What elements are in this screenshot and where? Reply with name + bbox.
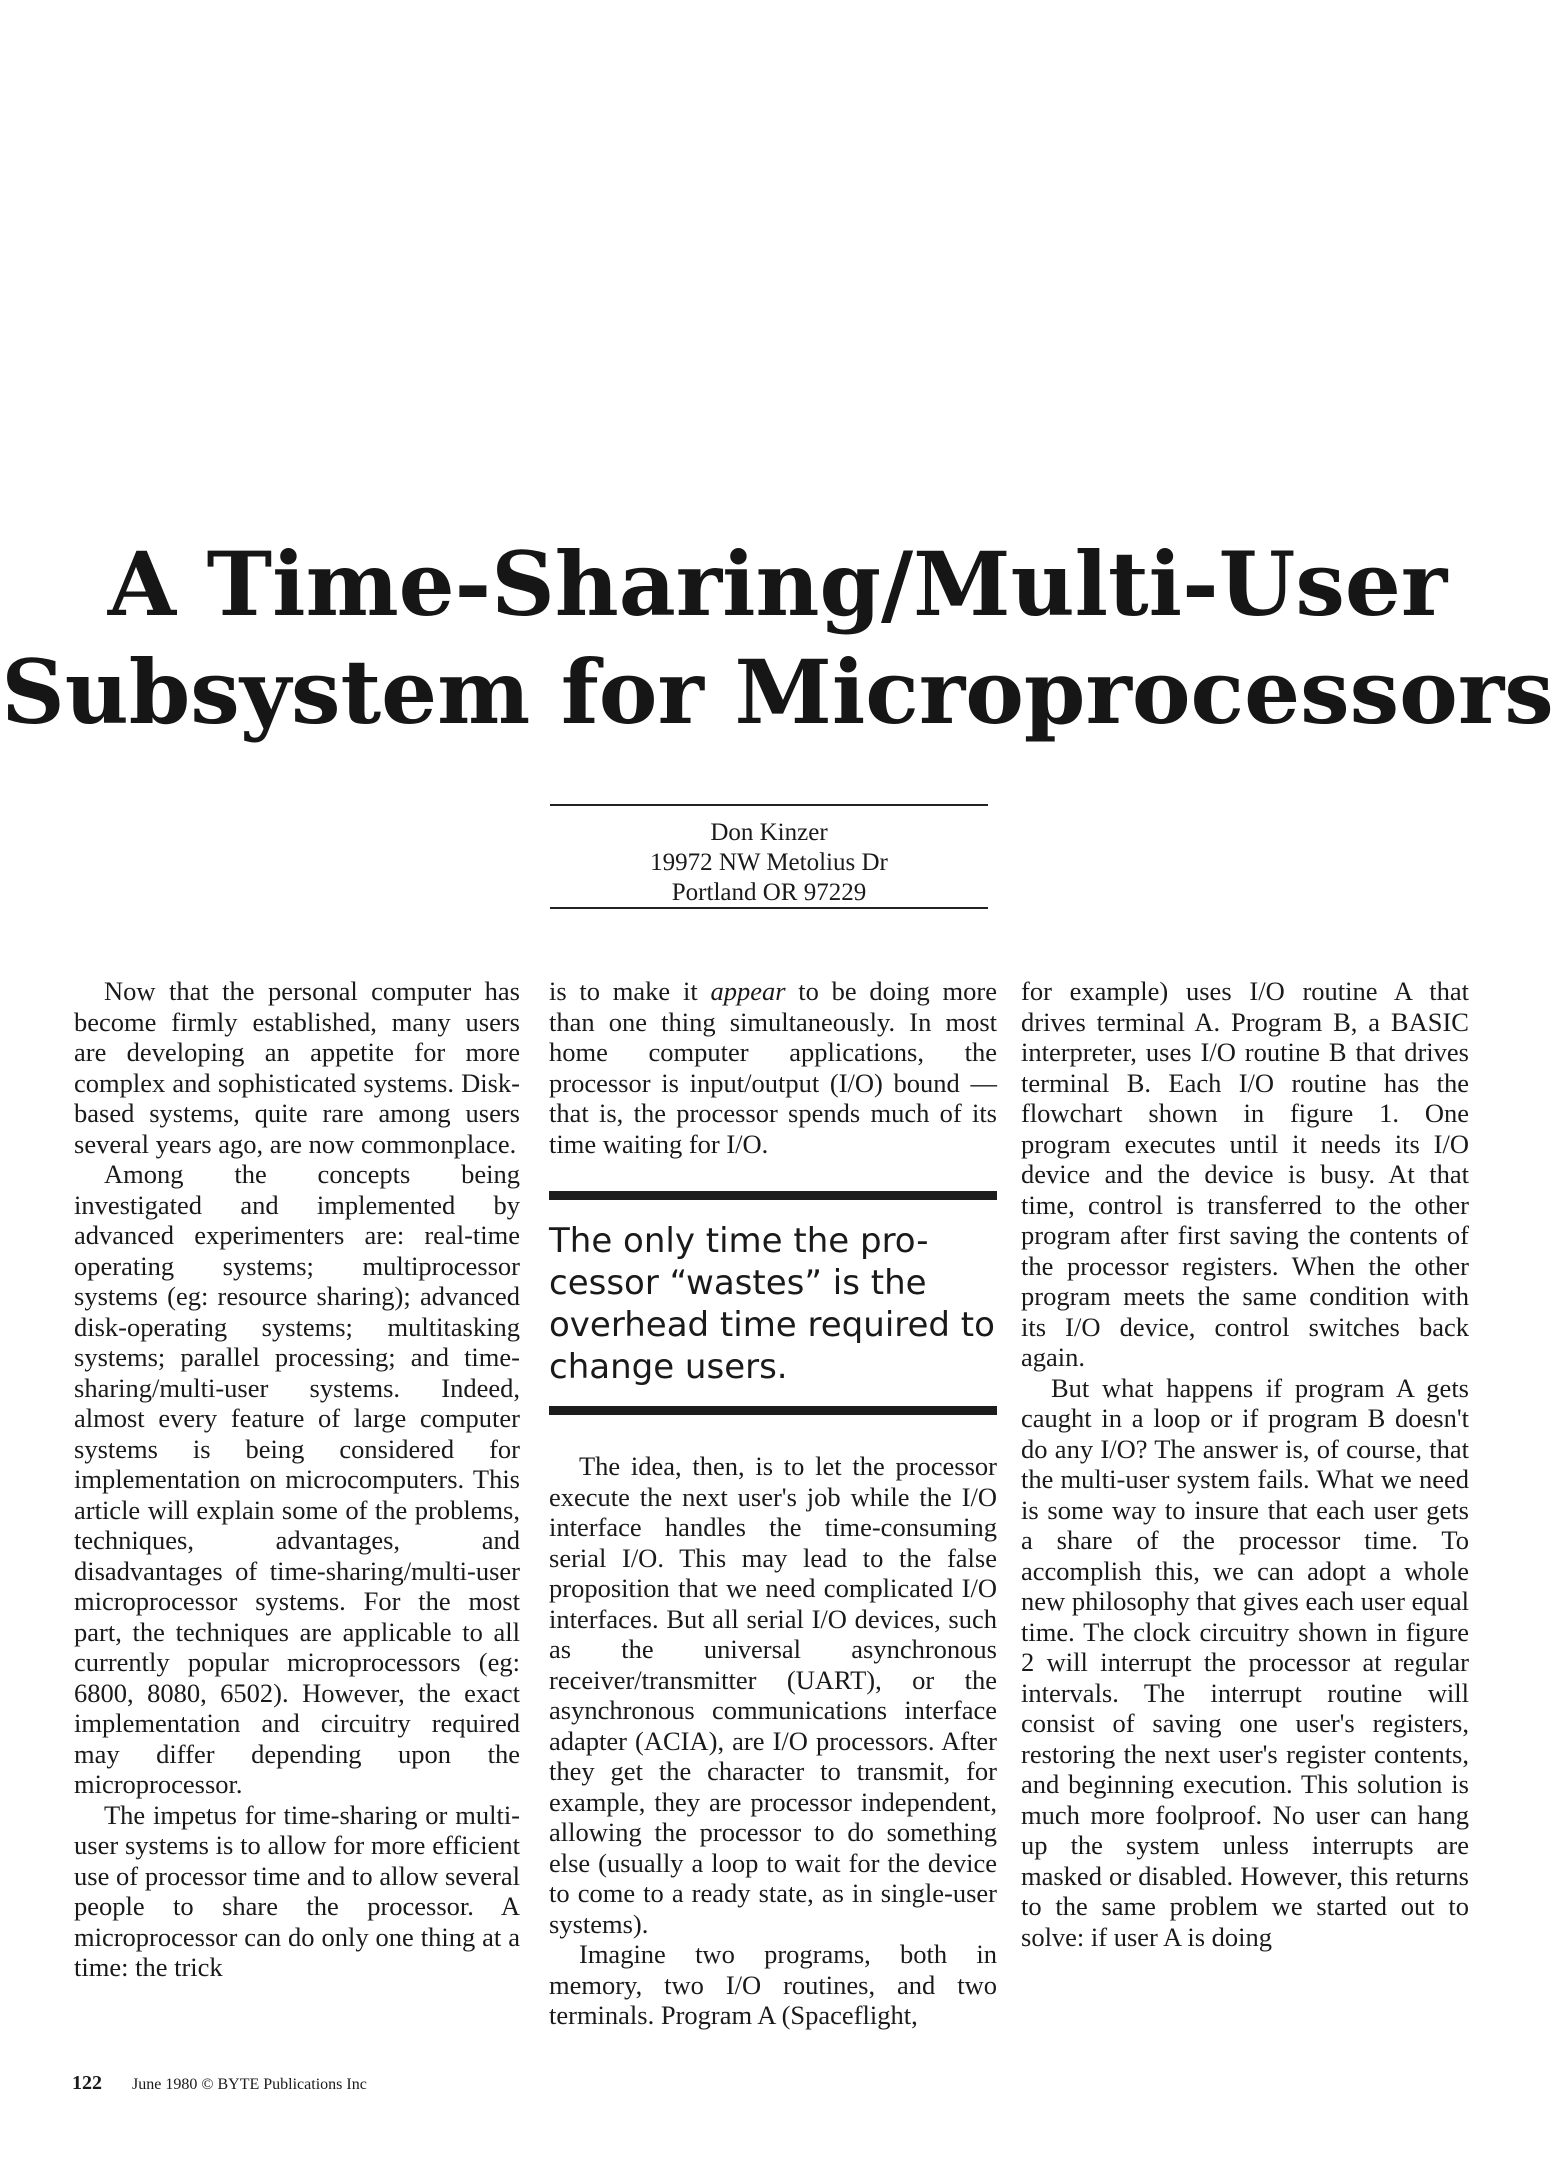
emphasis-appear: appear — [710, 976, 786, 1006]
issue-credit: June 1980 © BYTE Publications Inc — [132, 2076, 367, 2093]
byline-top-rule — [550, 804, 988, 806]
text-column-3 — [1021, 976, 1469, 1952]
paragraph: The idea, then, is to let the processor execute the next user's job while the I/O interface handles the time-consuming serial I/O. This may lead to the false proposition that we need complicated I/O interfaces. But all serial I/O devices, such as the universal asynchronous receiver/transmitter (UART), or the asynchronous communications interface adapter (ACIA), are I/O processors. After they get the character to transmit, for example, they are processor independent, allowing the processor to do something else (usually a loop to wait for the device to come to a ready state, as in single-user systems). — [549, 1451, 997, 1939]
article-title — [0, 530, 1555, 746]
paragraph: Among the concepts being investigated and implemented by advanced experimenters are: real-time operating systems; multiprocessor systems (eg: resource sharing); advanced disk-operating systems; multitasking systems; parallel processing; and time-sharing/multi-user systems. Indeed, almost every feature of large computer systems is being considered for implementation on microcomputers. This article will explain some of the problems, techniques, advantages, and disadvantages of time-sharing/multi-user microprocessor systems. For the most part, the techniques are applicable to all currently popular microprocessors (eg: 6800, 8080, 6502). However, the exact implementation and circuitry required may differ depending upon the microprocessor. — [74, 1159, 520, 1799]
page-number: 122 — [72, 2072, 102, 2094]
author-street: 19972 NW Metolius Dr — [650, 849, 888, 876]
paragraph: for example) uses I/O routine A that drives terminal A. Program B, a BASIC interpreter, uses I/O routine B that drives terminal B. Each I/O routine has the flowchart shown in figure 1. One program executes until it needs its I/O device and the device is busy. At that time, control is transferred to the other program after first saving the contents of the processor registers. When the other program meets the same condition with its I/O device, control switches back again. — [1021, 976, 1469, 1372]
author-city: Portland OR 97229 — [671, 879, 867, 906]
paragraph: The impetus for time-sharing or multi-user systems is to allow for more efficient use of processor time and to allow several people to share the processor. A microprocessor can do only one thing at a time: the trick — [74, 1799, 520, 1982]
author-byline — [550, 818, 988, 908]
paragraph: is to make it appear to be doing more than one thing simultaneously. In most home computer applications, the processor is input/output (I/O) bound — that is, the processor spends much of its time waiting for I/O. — [549, 976, 998, 1159]
byline-bottom-rule — [550, 907, 988, 909]
title-line-2: Subsystem for Microprocessors — [1, 640, 1554, 744]
pullquote-bottom-rule — [549, 1406, 997, 1415]
paragraph: But what happens if program A gets caught in a loop or if program B doesn't do any I/O? The answer is, of course, that the multi-user system fails. What we need is some way to insure that each user gets a share of the processor time. To accomplish this, we can adopt a whole new philosophy that gives each user equal time. The clock circuitry shown in figure 2 will interrupt the processor at regular intervals. The interrupt routine will consist of saving one user's registers, restoring the next user's register contents, and beginning execution. This solution is much more foolproof. No user can hang up the system unless interrupts are masked or disabled. However, this returns to the same problem we started out to solve: if user A is doing — [1021, 1372, 1469, 1952]
title-line-1: A Time-Sharing/Multi-User — [107, 532, 1448, 636]
pull-quote: The only time the pro- cessor “wastes” is the overhead time required to change users. — [549, 1221, 995, 1387]
paragraph: Imagine two programs, both in memory, two I/O routines, and two terminals. Program A (Spaceflight, — [549, 1939, 997, 2030]
author-name: Don Kinzer — [710, 819, 828, 846]
paragraph: Now that the personal computer has become firmly established, many users are developing an appetite for more complex and sophisticated systems. Disk-based systems, quite rare among users several years ago, are now commonplace. — [74, 976, 520, 1159]
text-column-1 — [74, 976, 520, 1983]
pullquote-top-rule — [549, 1191, 997, 1200]
page-footer — [72, 2072, 367, 2095]
text-column-2 — [549, 976, 997, 2031]
